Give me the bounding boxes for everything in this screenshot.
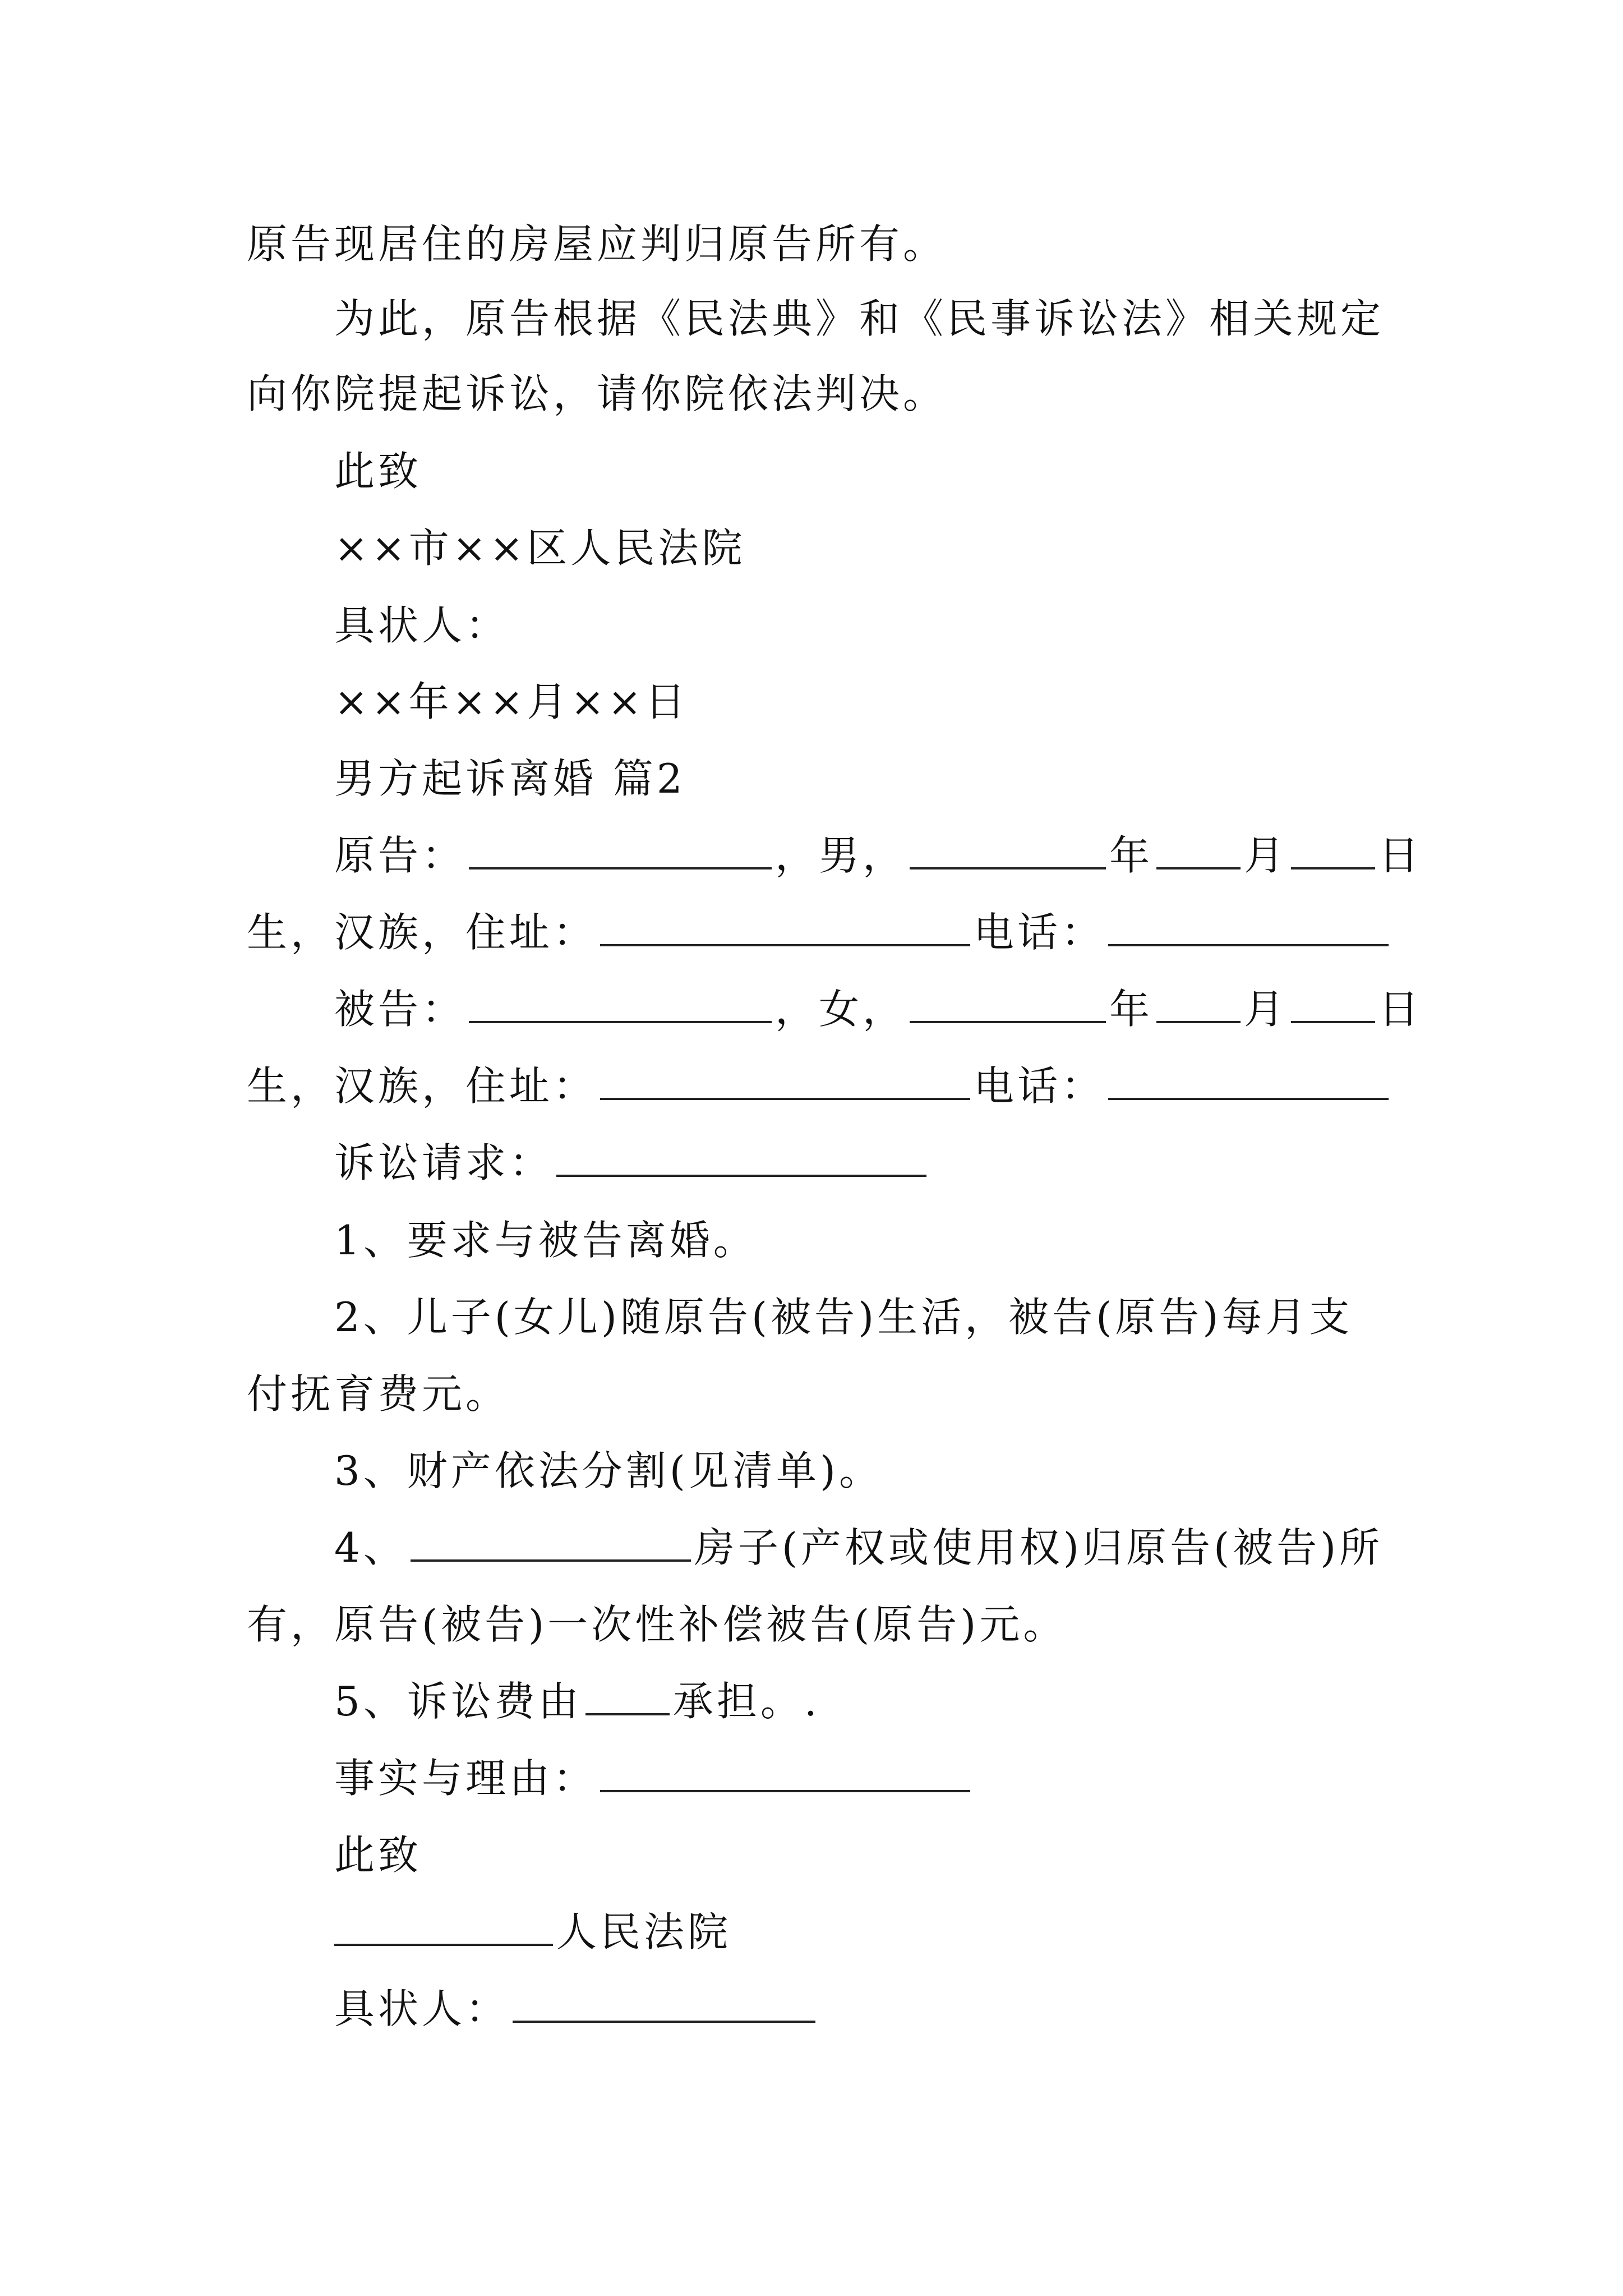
line-text: 向你院提起诉讼，请你院依法判决。 [247,370,947,417]
line-text: 付抚育费元。 [247,1370,510,1418]
line-text: 日 [1378,986,1423,1033]
line-text: 4、 [334,1524,407,1571]
paragraph-line [0,357,1623,430]
line-text: 生，汉族，住址： [247,1062,597,1110]
blank-underline [600,1054,970,1100]
court-name [0,512,1623,585]
closing-salutation [0,1819,1623,1892]
claim-item-continued [0,1358,1623,1430]
line-text: 3、财产依法分割(见清单)。 [334,1447,883,1494]
signer-label [0,589,1623,662]
line-text: 电话： [974,909,1105,956]
facts-heading [0,1742,1623,1815]
line-text: 事实与理由： [334,1755,597,1802]
blank-underline [513,1977,815,2023]
line-text: 5、诉讼费由 [334,1678,582,1725]
blank-underline [910,977,1106,1023]
court-name [0,1895,1623,1968]
line-text: 诉讼请求： [334,1139,554,1186]
line-text: 房子(产权或使用权)归原告(被告)所 [694,1524,1384,1571]
paragraph-line [0,208,1623,280]
line-text: 月 [1244,832,1288,879]
line-text: 具状人： [334,602,510,649]
line-text: 男方起诉离婚 篇2 [334,755,686,802]
defendant-address-line [0,1050,1623,1122]
blank-underline [600,900,970,946]
line-text: 具状人： [334,1985,510,2032]
blank-underline [600,1746,970,1792]
claim-item [0,1665,1623,1738]
blank-underline [469,823,772,869]
claim-item [0,1511,1623,1584]
line-text: 为此，原告根据《民法典》和《民事诉讼法》相关规定 [334,295,1385,342]
line-text: 月 [1244,986,1288,1033]
blank-underline [1108,1054,1389,1100]
blank-underline [411,1516,691,1562]
line-text: 日 [1378,832,1423,879]
line-text: 此致 [334,1832,422,1879]
plaintiff-line [0,819,1623,892]
claim-item [0,1281,1623,1354]
blank-underline [1291,823,1375,869]
blank-underline [585,1669,670,1715]
blank-underline [910,823,1106,869]
claim-item [0,1204,1623,1277]
line-text: 年 [1109,986,1154,1033]
blank-underline [1108,900,1389,946]
line-text: 2、儿子(女儿)随原告(被告)生活，被告(原告)每月支 [334,1294,1353,1341]
section-heading [0,742,1623,815]
plaintiff-address-line [0,896,1623,969]
blank-underline [1156,823,1241,869]
blank-underline [469,977,772,1023]
date-line [0,665,1623,738]
claim-item [0,1434,1623,1507]
line-text: 人民法院 [556,1908,732,1955]
claim-item-continued [0,1588,1623,1661]
signer-label [0,1972,1623,2045]
line-text: 生，汉族，住址： [247,909,597,956]
claims-heading [0,1126,1623,1199]
line-text: ，女， [775,986,907,1033]
blank-underline [556,1131,926,1177]
line-text: ，男， [775,832,907,879]
line-text: 有，原告(被告)一次性补偿被告(原告)元。 [247,1601,1067,1648]
line-text: 原告现居住的房屋应判归原告所有。 [247,220,947,268]
line-text: ××年××月××日 [334,678,689,725]
paragraph-line [0,282,1623,355]
line-text: 1、要求与被告离婚。 [334,1217,757,1264]
defendant-line [0,973,1623,1046]
blank-underline [334,1900,553,1946]
line-text: 电话： [974,1062,1105,1110]
line-text: ××市××区人民法院 [334,524,746,572]
line-text: 被告： [334,986,466,1033]
blank-underline [1291,977,1375,1023]
line-text: 此致 [334,448,422,495]
blank-underline [1156,977,1241,1023]
closing-salutation [0,435,1623,508]
line-text: 原告： [334,832,466,879]
line-text: 年 [1109,832,1154,879]
line-text: 承担。. [672,1678,820,1725]
